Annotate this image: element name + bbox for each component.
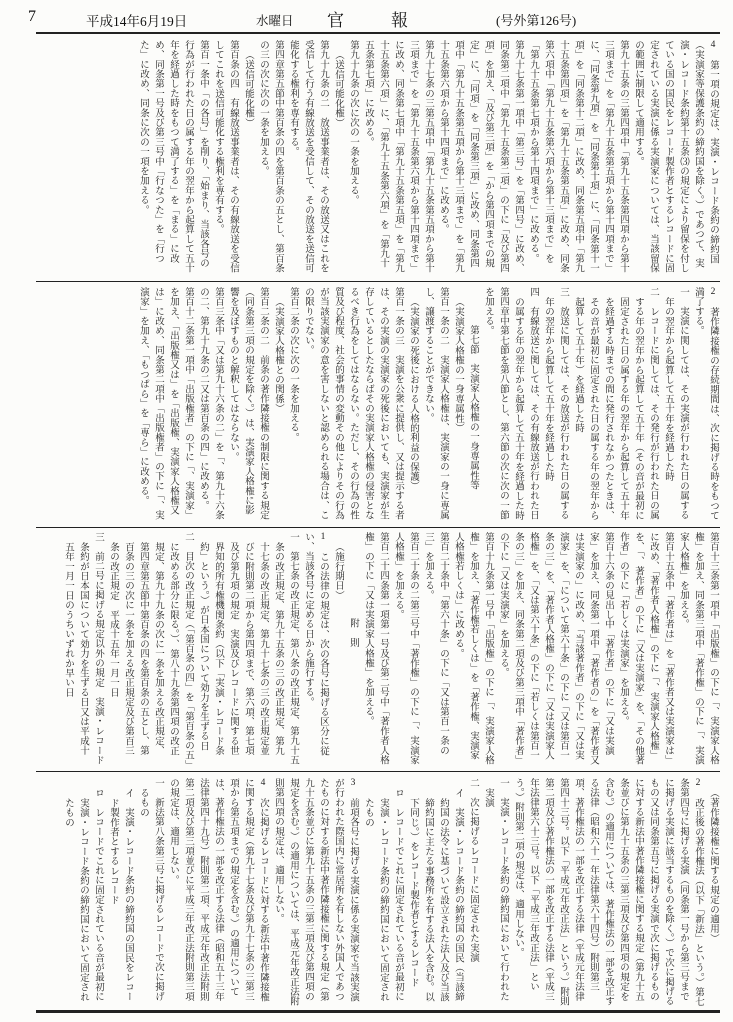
paragraph: 第百二十四条第一項第一号及び第二号中「著作者人格権」の下に「又は実演家人格権」を加える。 [363, 532, 388, 765]
paragraph: 第九十七条第一項中「第三号」を「第四号」に改め、同条第二項中「第九十五条第二項」の下に「及び第四項」を加え、「及び第三項」を「から第四項までの規定」に、「同項」を「同条第三項」に改め、同条第四項中「第九十五条第五項から第十三項まで」を「第九十五条第六項から第十四項まで」に改める。 [438, 40, 523, 273]
paragraph: 第七節 実演家人格権の一身専属性等 [468, 325, 478, 490]
paragraph: 第百十三条第一項中「出版権」の下に「、実演家人格権」を加え、同条第三項中「著作権」の下に「、実演家人格権」を加える。 [678, 532, 718, 765]
header-rule [36, 32, 720, 34]
paragraph: 三 放送に関しては、その放送が行われた日の属する年の翌年から起算して五十年を経過した時 [543, 287, 568, 520]
paragraph: 附 則 [348, 618, 358, 648]
paragraph: 第百二十条中「第六十条」の下に「又は第百一条の三」を加える。 [423, 532, 448, 756]
paragraph: 第四章第五節中第百条の四を第百条の五とし、第百条の三の次に次の一条を加える。 [258, 40, 283, 273]
paragraph: 三 前二号に掲げる規定以外の規定 実演・レコード条約が日本国について効力を生ずる日又は平成十五年一月一日のうちいずれか早い日 [63, 532, 103, 765]
gazette-title-char-1: 官 [327, 11, 344, 30]
text-band-4 [36, 778, 720, 1007]
paragraph: （施行期日） [333, 542, 343, 601]
paragraph: 第百十五条中「著作者は」を「著作者又は実演家は」に改め、「著作者人格権」の下に「、実演家人格権」を、「、著作者」の下に「又は実演家」を、「その他著作者」の下に「若しくは実演家」を加える。 [618, 532, 673, 765]
paragraph: 第百条の四 有線放送事業者は、その有線放送を受信してこれを送信可能化する権利を専有する。 [213, 40, 238, 273]
paragraph: 第百十六条の見出し中「著作者」の下に「又は実演家」を加え、同条第一項中「著作者の」を「著作者又は実演家の」に改め、「当該著作者」の下に「又は実演家」を、「について第六十条」の下に「又は第百一条の三」を、「著作者人格権」の下に「又は実演家人格権」を、「又は第六十条」の下に「若しくは第百一条の三」を加え、同条第二項及び第三項中「著作者」の下に「又は実演家」を加える。 [498, 532, 613, 765]
issue-date: 平成14年6月19日 [86, 14, 188, 29]
paragraph: 一 実演・レコード条約の締約国において行われた実演 [483, 778, 508, 1002]
paragraph: 2 著作隣接権の存続期間は、次に掲げる時をもつて満了する。 [693, 287, 718, 521]
paragraph: ロ レコードでこれに固定されている音が最初に実演・レコード条約の締約国において固定されたもの [63, 788, 103, 1002]
weekday-label: 水曜日 [256, 14, 294, 28]
band-divider-1 [36, 281, 720, 282]
paragraph: 4 第一項の規定は、実演・レコード条約の締約国（実演家等保護条約の締約国を除く。）であつて、実演・レコード条約第十五条⑶の規定により留保を付している国の国民をレコード製作者とするレコードに固定されている実演に係る実演家については、当該留保の範囲に制限して適用する。 [633, 40, 718, 273]
page-number: 7 [28, 8, 36, 25]
paragraph: 一 実演に関しては、その実演が行われた日の属する年の翌年から起算して五十年を経過した時 [663, 287, 688, 520]
paragraph: 第九十九条の次に次の一条を加える。 [348, 40, 358, 205]
paragraph: 4 次に掲げるレコードに対する新法中著作隣接権に関する規定（第九十七条及び第九十七条の三第三項から第五項までの規定を含む。）の適用については、著作権法の一部を改正する法律（昭和五十三年法律第四十九号）附則第二項、平成元年改正法附則第二項及び第三項並びに平成三年改正法附則第三項の規定は、適用しない。 [168, 778, 268, 1002]
paragraph: 二 レコードに関しては、その発行が行われた日の属する年の翌年から起算して五十年（その音が最初に固定された日の属する年の翌年から起算して五十年を経過する時までの間に発行されなかつたときは、その音が最初に固定された日の属する年の翌年から起算して五十年）を経過した時 [573, 287, 658, 521]
paragraph: 第百三条中「又は第九十六条の二」を「、第九十六条の二、第九十九条の二又は第百条の四」に改める。 [198, 287, 223, 520]
paragraph: 第百二条の二 前条の著作隣接権の制限に関する規定（同条第三項の規定を除く。）は、実演家人格権に影響を及ぼすものと解釈してはならない。 [228, 287, 268, 520]
paragraph: 第百一条中「の各号」を削り、「始まり、当該各号の行為が行われた日の属する年の翌年から起算して五十年を経過した時をもつて満了する」を「まる」に改め、同条第一号及び第三号中「行なつた」を「行つた」に改め、同条に次の一項を加える。 [138, 40, 208, 273]
paragraph: 四 有線放送に関しては、その有線放送が行われた日の属する年の翌年から起算して五十年を経過した時 [513, 287, 538, 521]
paragraph: 第百二条の次に次の一条を加える。 [288, 287, 298, 443]
paragraph: （実演家人格権の一身専属性） [453, 297, 463, 433]
gazette-title-char-2: 報 [391, 11, 408, 30]
band-divider-2 [36, 527, 720, 528]
paragraph: 第百一条の三 実演を公衆に提供し、又は提示する者は、その実演の実演家の死後においても、実演家が生存しているとしたならばその実演家人格権の侵害となるべき行為をしてはならない。ただし、その行為の性質及び程度、社会的事情の変動その他によりその行為が当該実演家の意を害しないと認められる場合は、この限りでない。 [303, 287, 403, 520]
paragraph: （著作隣接権に関する規定の適用） [708, 788, 718, 944]
paragraph: 第百一条の二 実演家人格権は、実演家の一身に専属し、譲渡することができない。 [423, 287, 448, 520]
paragraph: 第九十七条の三第五項中「第九十五条第五項から第十三項まで」を「第九十五条第六項から第十四項まで」に改め、同条第七項中「第九十五条第五項」を「第九十五条第六項」に、「第九十五条第六項」を「第九十五条第七項」に改める。 [363, 40, 433, 273]
paragraph: 第百二十条の二第三号中「著作権」の下に「、実演家人格権」を加える。 [393, 532, 418, 765]
paragraph: 二 目次の改正規定（「第百条の四」を「第百条の五」に改める部分に限る。）、第八十九条第四項の改正規定、第九十九条の次に一条を加える改正規定、第四章第五節中第百条の四を第百条の五とし、第百条の三の次に一条を加える改正規定及び第百三条の改正規定 平成十五年一月一日 [108, 532, 193, 765]
text-band-1 [36, 40, 720, 274]
issue-number: (号外第126号) [496, 13, 577, 28]
paragraph: 一 新法第八条第三号に掲げるレコードで次に掲げるもの [138, 778, 163, 1002]
text-band-3 [36, 532, 720, 765]
paragraph: 第四章中第七節を第八節とし、第六節の次に次の一節を加える。 [483, 287, 508, 520]
paragraph: 1 この法律の規定は、次の各号に掲げる区分に従い、当該各号に定める日から施行する。 [303, 532, 328, 756]
text-band-2 [36, 287, 720, 521]
paragraph: ロ レコードでこれに固定されている音が最初に実演・レコード条約の締約国において固定されたもの [363, 788, 403, 1002]
paragraph: 第九十五条の三第四項中「第九十五条第四項から第十三項まで」を「第九十五条第五項から第十四項まで」に、「同条第九項」を「同条第十項」に、「同条第十一項」を「同条第十二項」に改め、同条第五項中「第九十五条第四項」を「第九十五条第五項」に改め、同条第六項中「第九十五条第六項から第十三項まで」を「第九十五条第七項から第十四項まで」に改める。 [528, 40, 628, 273]
paragraph: （送信可能化権） [333, 50, 343, 128]
paragraph: 一 第七条の改正規定、第八条の改正規定、第九十五条の改正規定、第九十五条の三の改正規定、第九十七条の改正規定、第九十七条の三の改正規定並びに附則第二項から第四項まで、第六項、第七項及び第九項の規定 実演及びレコードに関する世界知的所有権機関条約（以下「実演・レコード条約」という。）が日本国について効力を生ずる日 [198, 532, 298, 765]
gazette-title [327, 6, 408, 31]
paragraph: （実演家の死後における人格的利益の保護） [408, 297, 418, 491]
paragraph: （送信可能化権） [243, 50, 253, 128]
paragraph: イ 実演・レコード条約の締約国の国民（当該締約国の法令に基づいて設立された法人及び当該締約国に主たる事務所を有する法人を含む。以下同じ。）をレコード製作者とするレコード [408, 788, 463, 1002]
paragraph: 3 前項各号に掲げる実演に係る実演家で当該実演が行われた際国内に常居所を有しない外国人であつたものに対する新法中著作隣接権に関する規定（第九十五条並びに第九十五条の三第三項及び第四項の規定を含む。）の適用については、平成元年改正法附則第四項の規定は、適用しない。 [273, 778, 358, 1007]
paragraph: 第九十九条の二 放送事業者は、その放送又はこれを受信して行う有線放送を受信して、その放送を送信可能化する権利を専有する。 [288, 40, 328, 273]
paragraph: 第百十二条第一項中「出版権者」の下に「、実演家」を加え、「出版権又は」を「出版権、実演家人格権又は」に改め、同条第二項中「出版権者」の下に「、実演家」を加え、「もつぱら」を「専ら」に改める。 [138, 287, 193, 520]
paragraph: 二 次に掲げるレコードに固定された実演 [468, 778, 478, 963]
paragraph: 2 改正後の著作権法（以下「新法」という。）第七条第四号に掲げる実演（同条第一号から第三号までに掲げる実演に該当するものを除く。）で次に掲げるもの又は同条第五号に掲げる実演で次に掲げるものに対する新法中著作隣接権に関する規定（第九十五条並びに第九十五条の三第三項及び第四項の規定を含む。）の適用については、著作権法の一部を改正する法律（昭和六十一年法律第六十四号）附則第三項、著作権法の一部を改正する法律（平成元年法律第四十三号。以下「平成元年改正法」という。）附則第二項及び著作権法の一部を改正する法律（平成三年法律第六十三号。以下「平成三年改正法」という。）附則第二項の規定は、適用しない。 [513, 778, 703, 1007]
paragraph: （実演家人格権との関係） [273, 297, 283, 414]
paragraph: 第百十九条第一号中「出版権」の下に「、実演家人格権」を加え、「著作権若しくは」を「著作権、実演家人格権若しくは」に改める。 [453, 532, 493, 765]
bottom-rule [36, 1010, 720, 1013]
paragraph: イ 実演・レコード条約の締約国の国民をレコード製作者とするレコード [108, 788, 133, 1002]
band-divider-3 [36, 771, 720, 772]
